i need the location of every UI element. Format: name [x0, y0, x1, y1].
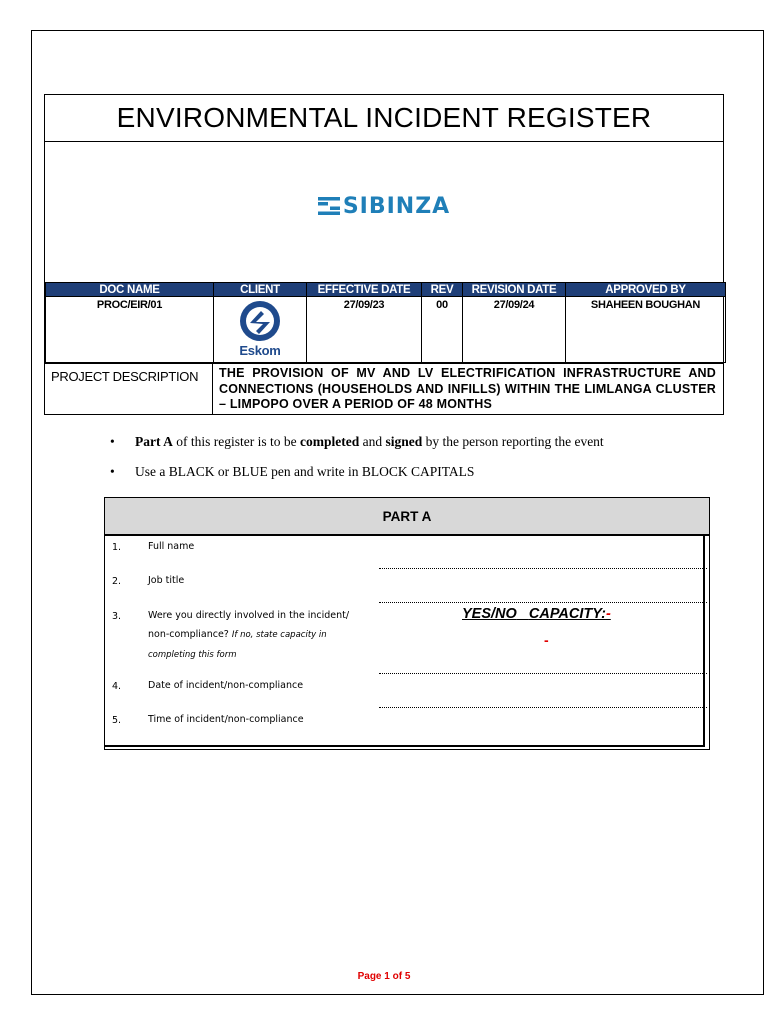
eskom-logo-text: Eskom	[239, 343, 281, 357]
instruction-bold: signed	[385, 434, 423, 449]
client-header: CLIENT	[214, 283, 307, 297]
question-number: 1.	[112, 542, 122, 553]
approved-by-header: APPROVED BY	[566, 283, 726, 297]
involvement-label: non-compliance?	[148, 629, 229, 640]
instruction-text: by the person reporting the event	[422, 434, 604, 449]
part-a-heading: PART A	[105, 498, 709, 536]
document-title: ENVIRONMENTAL INCIDENT REGISTER	[45, 95, 723, 142]
part-a-ref: Part A	[135, 434, 173, 449]
question-number: 5.	[112, 715, 122, 726]
bullet-icon: •	[110, 464, 115, 479]
effective-date-header: EFFECTIVE DATE	[307, 283, 422, 297]
effective-date-value: 27/09/23	[307, 297, 422, 363]
job-title-label: Job title	[148, 575, 185, 586]
sibinza-logo	[318, 194, 450, 219]
sibinza-logo-text: SIBINZA	[342, 193, 451, 219]
document-header	[44, 94, 724, 415]
eskom-logo	[230, 299, 290, 357]
involvement-note: If no, state capacity in	[231, 630, 327, 640]
client-logo-cell	[214, 297, 307, 363]
question-number: 2.	[112, 576, 122, 587]
job-title-field[interactable]	[379, 602, 707, 603]
sibinza-mark-icon	[318, 197, 340, 215]
doc-name-value: PROC/EIR/01	[46, 297, 214, 363]
project-description-row	[45, 363, 723, 414]
date-label: Date of incident/non-compliance	[148, 680, 304, 691]
instructions-list	[110, 434, 604, 494]
instruction-text: of this register is to be	[172, 434, 300, 449]
instruction-item	[110, 464, 604, 494]
question-number: 4.	[112, 681, 122, 692]
part-a-form	[104, 497, 710, 750]
yes-no-capacity-field[interactable]	[462, 606, 611, 622]
instruction-item	[110, 434, 604, 464]
revision-date-value: 27/09/24	[463, 297, 566, 363]
date-field[interactable]	[379, 707, 707, 708]
project-description-label: PROJECT DESCRIPTION	[45, 364, 213, 414]
project-description-text: THE PROVISION OF MV AND LV ELECTRIFICATION INFRASTRUCTURE AND CONNECTIONS (HOUSEHOLDS AND INFILLS) WITHIN THE LIMLANGA CLUSTER – LIMPOPO OVER A PERIOD OF 48 MONTHS	[219, 366, 716, 411]
meta-value-row	[46, 297, 726, 363]
rev-value: 00	[422, 297, 463, 363]
capacity-dash: -	[544, 632, 549, 648]
time-label: Time of incident/non-compliance	[148, 714, 304, 725]
capacity-field[interactable]	[379, 673, 707, 674]
full-name-field[interactable]	[379, 568, 707, 569]
capacity-dash: -	[605, 606, 611, 622]
capacity-text: CAPACITY:	[528, 606, 606, 622]
question-number: 3.	[112, 611, 122, 622]
approved-by-value: SHAHEEN BOUGHAN	[566, 297, 726, 363]
full-name-label: Full name	[148, 541, 195, 552]
instruction-text: Use a BLACK or BLUE pen and write in BLOCK CAPITALS	[135, 464, 475, 479]
revision-date-header: REVISION DATE	[463, 283, 566, 297]
meta-header-row	[46, 283, 726, 297]
brand-logo-area	[45, 142, 723, 282]
doc-name-header: DOC NAME	[46, 283, 214, 297]
involvement-label: Were you directly involved in the incident/	[148, 610, 350, 621]
instruction-bold: completed	[299, 434, 360, 449]
part-a-body	[105, 534, 705, 747]
rev-header: REV	[422, 283, 463, 297]
bullet-icon: •	[110, 434, 115, 449]
instruction-text: and	[359, 434, 386, 449]
yes-no-text: YES/NO	[462, 606, 517, 622]
page-number: Page 1 of 5	[357, 971, 411, 982]
involvement-note: completing this form	[148, 650, 237, 660]
involvement-question	[148, 606, 349, 665]
document-meta-table	[45, 282, 726, 363]
